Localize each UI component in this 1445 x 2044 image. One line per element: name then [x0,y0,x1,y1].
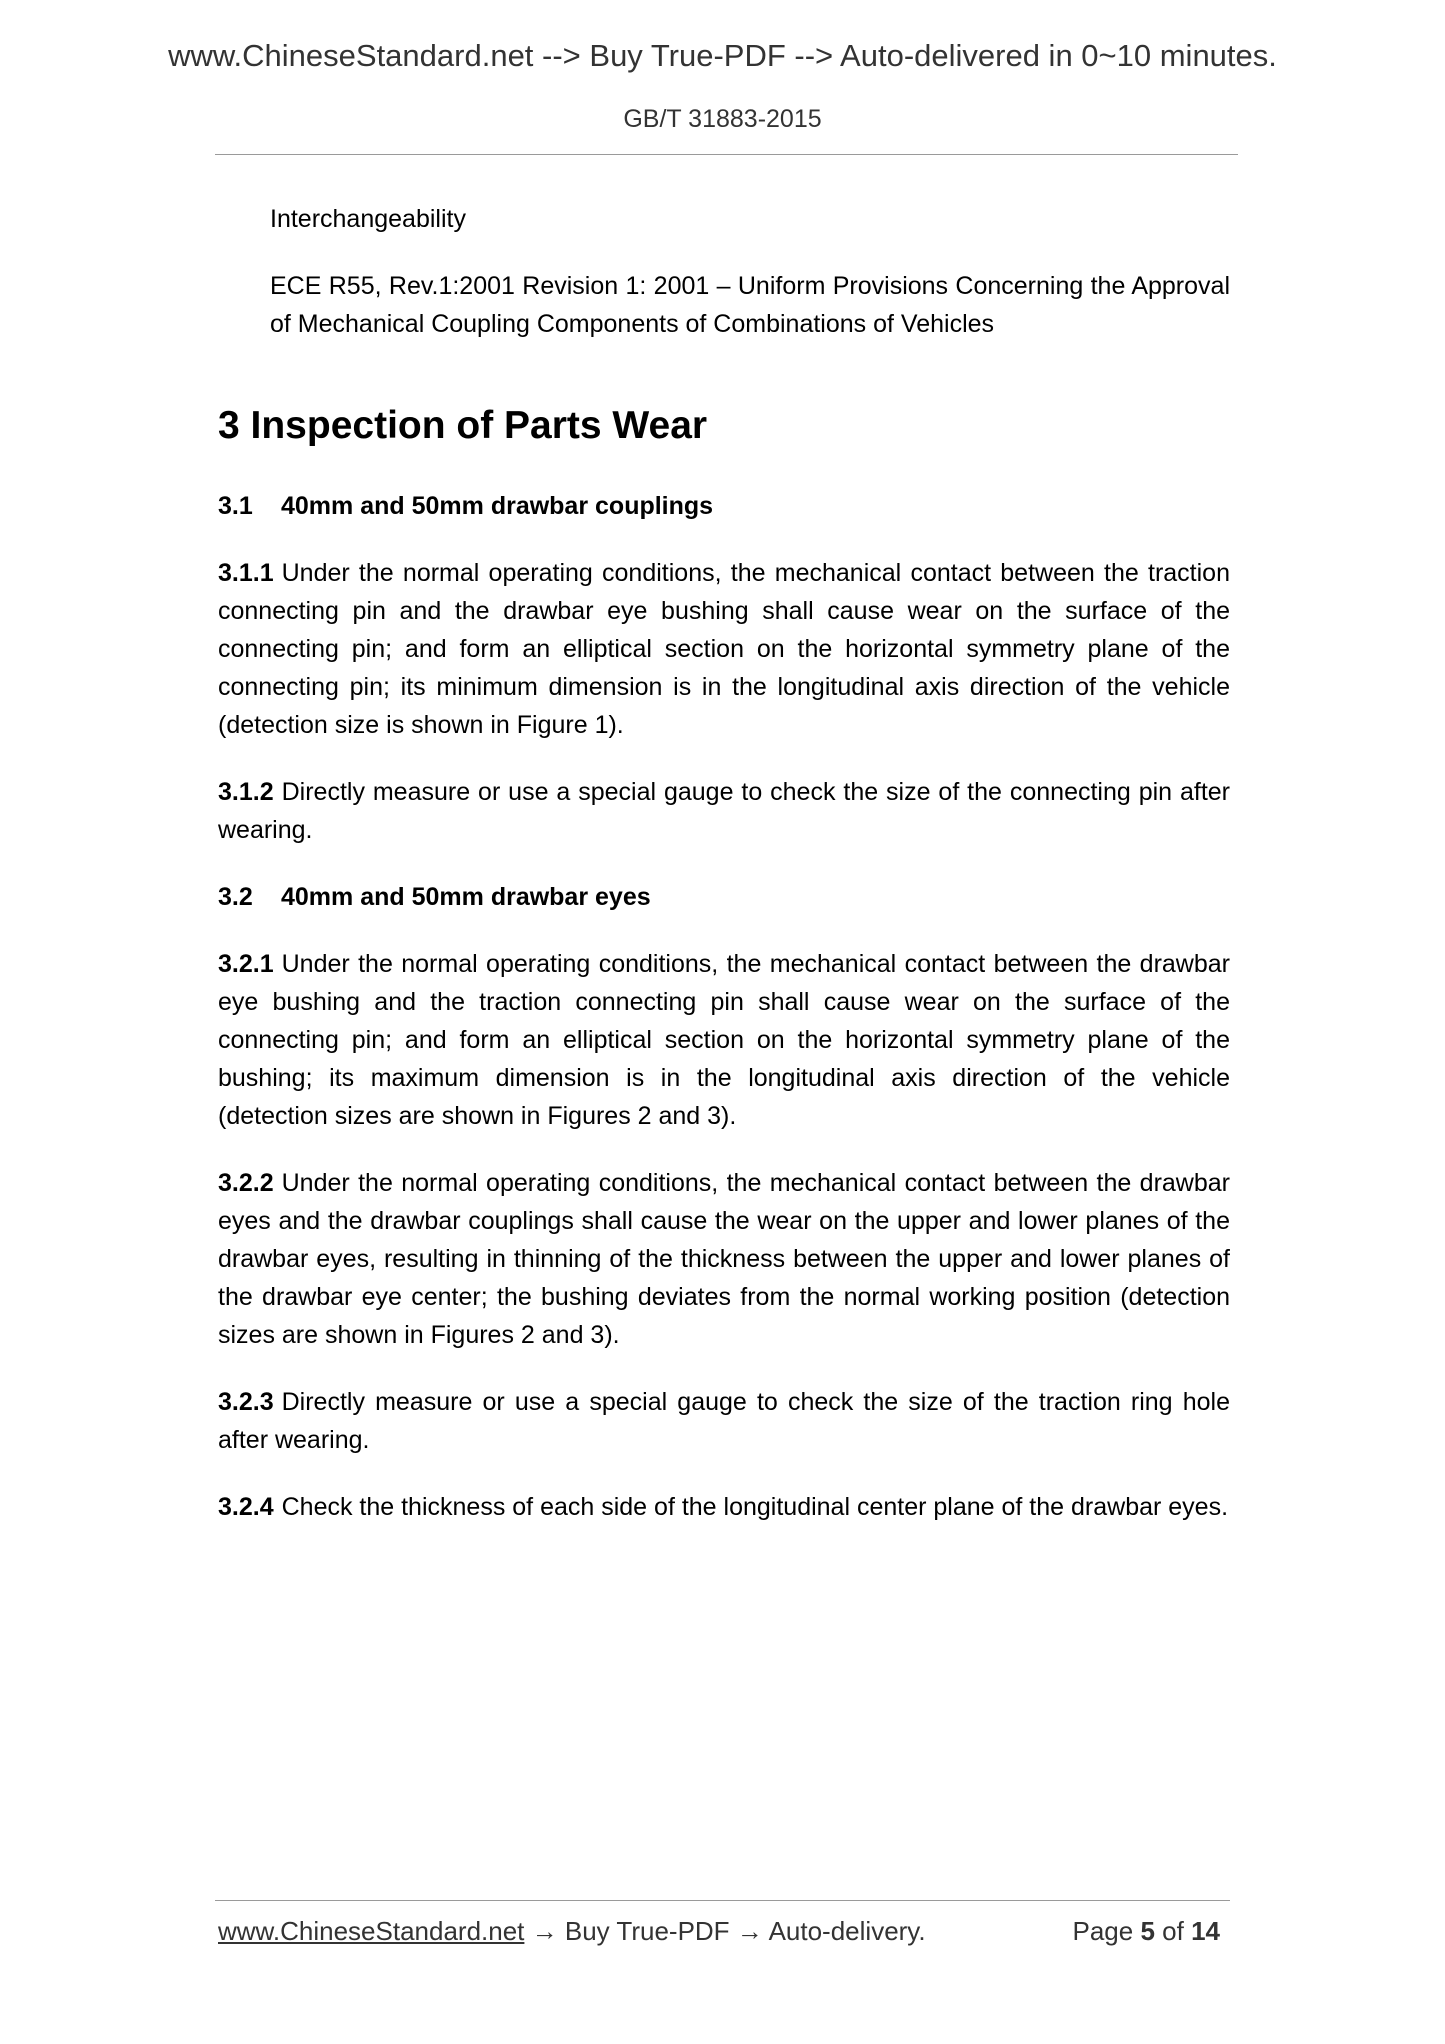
clause [218,945,1230,1135]
clause-number: 3.2.2 [218,1169,274,1197]
standard-code: GB/T 31883-2015 [623,105,822,133]
clause-text: Check the thickness of each side of the longitudinal center plane of the drawbar eyes. [281,1493,1229,1521]
section-title: 40mm and 50mm drawbar eyes [281,883,651,911]
section-number: 3.2 [218,883,253,911]
reference-item: ECE R55, Rev.1:2001 Revision 1: 2001 – Uniform Provisions Concerning the Approval of Mechanical Coupling Components of Combinations of Vehicles [270,272,1230,338]
footer-divider [215,1900,1230,1901]
page-current: 5 [1140,1916,1155,1946]
footer-tagline: → Buy True-PDF → Auto-delivery. [524,1916,926,1946]
clause-number: 3.2.1 [218,950,274,978]
page-indicator [1072,1916,1220,1947]
clause [218,1383,1230,1459]
chapter-title: 3 Inspection of Parts Wear [218,404,708,447]
page-body [218,200,1230,1555]
clause [218,554,1230,744]
footer-promo [218,1916,926,1947]
section-number: 3.1 [218,492,253,520]
section-heading [218,487,1230,525]
section-title: 40mm and 50mm drawbar couplings [281,492,714,520]
top-banner[interactable]: www.ChineseStandard.net --> Buy True-PDF --> Auto-delivered in 0~10 minutes. [168,38,1277,73]
clause-text: Directly measure or use a special gauge to check the size of the traction ring hole after wearing. [218,1388,1230,1454]
reference-item: Interchangeability [270,205,466,233]
clause-number: 3.2.3 [218,1388,274,1416]
clause-number: 3.1.2 [218,778,274,806]
section-heading [218,878,1230,916]
clause-text: Under the normal operating conditions, the mechanical contact between the drawbar eyes and the drawbar couplings shall cause the wear on the upper and lower planes of the drawbar eyes, resulting in thinning of the thickness between the upper and lower planes of the drawbar eye center; the bushing deviates from the normal working position (detection sizes are shown in Figures 2 and 3). [218,1169,1230,1349]
clause [218,1164,1230,1354]
clause [218,773,1230,849]
clause [218,1488,1230,1526]
normative-references [218,200,1230,343]
clause-text: Directly measure or use a special gauge to check the size of the connecting pin after wearing. [218,778,1230,844]
clause-text: Under the normal operating conditions, the mechanical contact between the traction connecting pin and the drawbar eye bushing shall cause wear on the surface of the connecting pin; and form an elliptical section on the horizontal symmetry plane of the connecting pin; its minimum dimension is in the longitudinal axis direction of the vehicle (detection size is shown in Figure 1). [218,559,1230,739]
clause-number: 3.2.4 [218,1493,274,1521]
clause-number: 3.1.1 [218,559,274,587]
page-total: 14 [1191,1916,1220,1946]
page-label: Page [1072,1916,1134,1946]
page-of-label: of [1162,1916,1184,1946]
footer-site-link[interactable]: www.ChineseStandard.net [218,1916,525,1946]
header-divider [215,154,1238,155]
clause-text: Under the normal operating conditions, the mechanical contact between the drawbar eye bushing and the traction connecting pin shall cause wear on the surface of the connecting pin; and form an elliptical section on the horizontal symmetry plane of the bushing; its maximum dimension is in the longitudinal axis direction of the vehicle (detection sizes are shown in Figures 2 and 3). [218,950,1230,1130]
